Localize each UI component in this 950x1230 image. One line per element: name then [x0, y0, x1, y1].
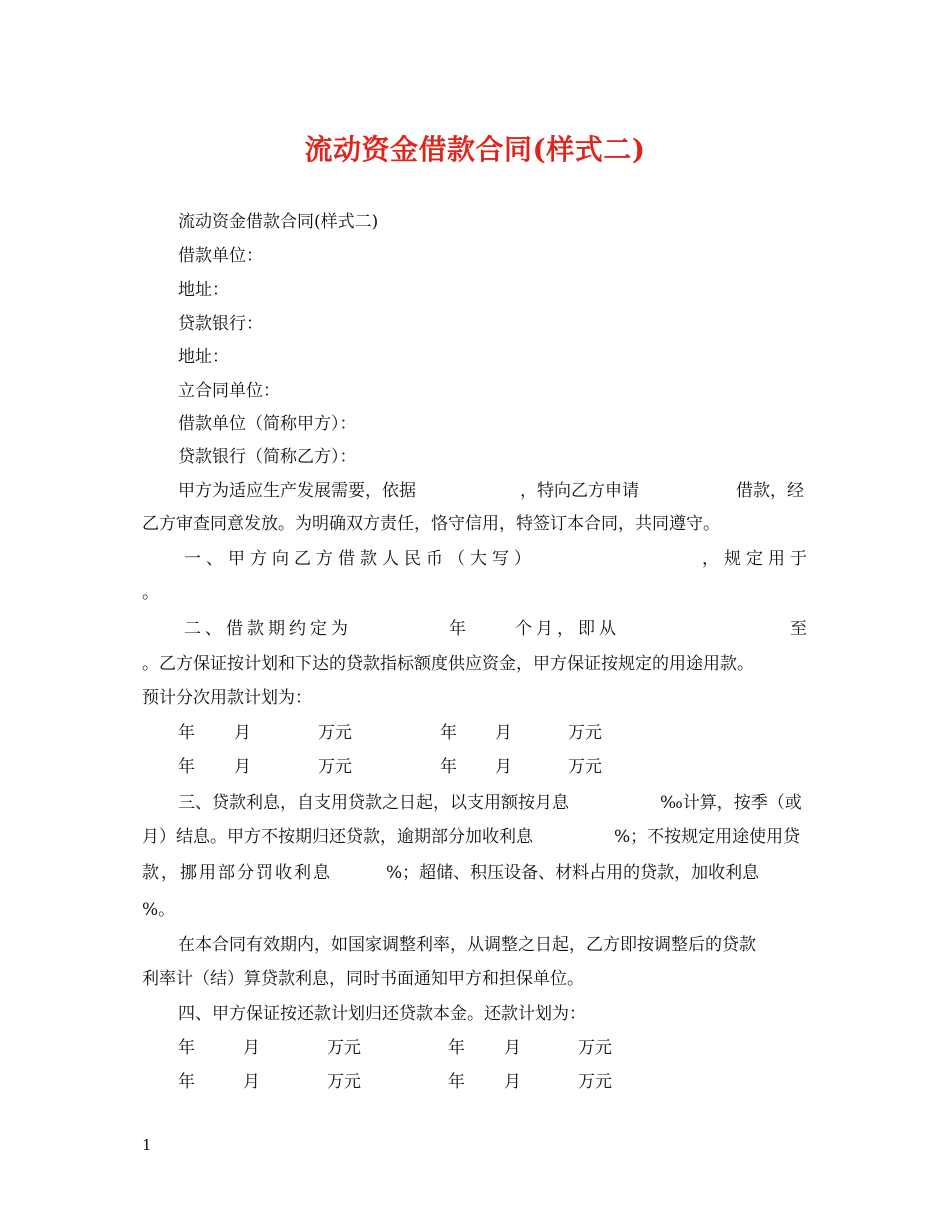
repay-month: 月: [504, 1072, 521, 1092]
clause-2-line-2: 。乙方保证按计划和下达的贷款指标额度供应资金，甲方保证按规定的用途用款。: [142, 654, 754, 674]
plan-month: 月: [495, 723, 512, 743]
plan-amount: 万元: [318, 723, 352, 743]
clause-text: 个月，即从: [515, 619, 620, 639]
clause-text: %；不按规定用途使用贷: [614, 827, 801, 847]
plan-amount: 万元: [318, 757, 352, 777]
repay-month: 月: [243, 1072, 260, 1092]
clause-3-line-1: [0, 792, 950, 814]
plan-month: 月: [495, 757, 512, 777]
header-field: 借款单位：: [178, 246, 263, 266]
repay-row: [0, 1071, 950, 1093]
adjust-line-1: 在本合同有效期内，如国家调整利率，从调整之日起，乙方即按调整后的贷款: [178, 935, 756, 955]
header-field: 借款单位（简称甲方）：: [178, 414, 357, 434]
plan-month: 月: [234, 757, 251, 777]
clause-3-line-3: [0, 862, 950, 884]
header-field: 地址：: [178, 347, 229, 367]
intro-text: 借款，经: [736, 481, 804, 501]
header-field: 流动资金借款合同(样式二): [178, 212, 379, 232]
repay-amount: 万元: [327, 1072, 361, 1092]
plan-amount: 万元: [568, 757, 602, 777]
clause-text: 二、借款期约定为: [184, 619, 352, 639]
clause-text: 三、贷款利息，自支用贷款之日起，以支用额按月息: [178, 793, 569, 813]
intro-text: ，特向乙方申请: [520, 481, 639, 501]
clause-text: 一、甲方向乙方借款人民币（大写）: [184, 549, 536, 569]
clause-text: 年: [449, 619, 470, 639]
repay-month: 月: [504, 1038, 521, 1058]
clause-text: ，规定用于: [702, 549, 812, 569]
intro-line-2: 乙方审查同意发放。为明确双方责任，恪守信用，特签订本合同，共同遵守。: [142, 514, 720, 534]
clause-1-line-2: 。: [142, 583, 159, 603]
header-field: 贷款银行：: [178, 314, 263, 334]
repay-month: 月: [243, 1038, 260, 1058]
clause-4-line-1: 四、甲方保证按还款计划归还贷款本金。还款计划为：: [178, 1004, 586, 1024]
page-number: 1: [142, 1136, 152, 1154]
clause-text: 至: [790, 619, 811, 639]
adjust-line-2: 利率计（结）算贷款利息，同时书面通知甲方和担保单位。: [142, 969, 584, 989]
repay-year: 年: [448, 1038, 465, 1058]
repay-year: 年: [178, 1038, 195, 1058]
repay-year: 年: [448, 1072, 465, 1092]
intro-line-1: [0, 480, 950, 502]
header-field: 地址：: [178, 280, 229, 300]
clause-text: 月）结息。甲方不按期归还贷款，逾期部分加收利息: [142, 827, 533, 847]
repay-amount: 万元: [578, 1038, 612, 1058]
clause-text: %；超储、积压设备、材料占用的贷款，加收利息: [386, 863, 760, 883]
plan-year: 年: [440, 723, 457, 743]
repay-amount: 万元: [327, 1038, 361, 1058]
clause-text: 款，挪用部分罚收利息: [142, 863, 332, 883]
intro-text: 甲方为适应生产发展需要，依据: [178, 481, 416, 501]
plan-amount: 万元: [568, 723, 602, 743]
clause-3-line-2: [0, 826, 950, 848]
plan-row: [0, 756, 950, 778]
clause-1-line-1: [0, 548, 950, 570]
plan-row: [0, 722, 950, 744]
clause-text: ‰计算，按季（或: [660, 793, 802, 813]
document-title: 流动资金借款合同(样式二): [304, 133, 646, 166]
plan-year: 年: [178, 723, 195, 743]
repay-year: 年: [178, 1072, 195, 1092]
plan-month: 月: [234, 723, 251, 743]
header-field: 立合同单位：: [178, 381, 280, 401]
plan-year: 年: [440, 757, 457, 777]
clause-2-line-1: [0, 618, 950, 640]
clause-2-line-3: 预计分次用款计划为：: [142, 688, 312, 708]
plan-year: 年: [178, 757, 195, 777]
clause-3-line-4: %。: [142, 900, 176, 920]
header-field: 贷款银行（简称乙方）：: [178, 447, 357, 467]
repay-row: [0, 1037, 950, 1059]
repay-amount: 万元: [578, 1072, 612, 1092]
